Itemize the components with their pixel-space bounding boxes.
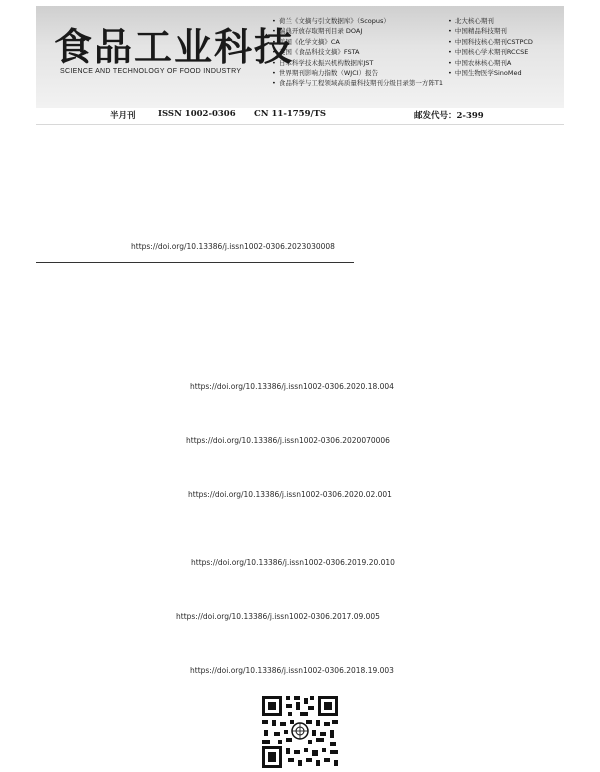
index-item: • 北大核心期刊 [448,16,533,26]
reference-doi-link[interactable]: https://doi.org/10.13386/j.issn1002-0306.2020.18.004 [190,382,394,391]
publication-info [36,109,564,123]
qr-code-icon [260,694,340,768]
index-item: • 中国农林核心期刊A [448,58,533,68]
index-item: • 日本科学技术振兴机构数据库JST [272,58,443,68]
journal-title-english: SCIENCE AND TECHNOLOGY OF FOOD INDUSTRY [60,68,242,75]
index-item: • 中国精品科技期刊 [448,26,533,36]
journal-header [36,6,564,108]
issn: ISSN 1002-0306 [158,109,236,119]
index-item: • 荷兰《文摘与引文数据库》（Scopus） [272,16,443,26]
reference-doi-link[interactable]: https://doi.org/10.13386/j.issn1002-0306.2018.19.003 [190,666,394,675]
index-item: • 瑞典开放存取期刊目录 DOAJ [272,26,443,36]
article-doi-link[interactable]: https://doi.org/10.13386/j.issn1002-0306.2023030008 [131,242,335,251]
index-item: • 美国《化学文摘》CA [272,37,443,47]
doi-divider [36,262,354,263]
index-list-right [448,16,533,78]
reference-doi-link[interactable]: https://doi.org/10.13386/j.issn1002-0306.2017.09.005 [176,612,380,621]
reference-doi-link[interactable]: https://doi.org/10.13386/j.issn1002-0306.2020.02.001 [188,490,392,499]
journal-title: 食品工业科技 [54,24,295,69]
index-item: • 英国《食品科技文摘》FSTA [272,47,443,57]
reference-doi-link[interactable]: https://doi.org/10.13386/j.issn1002-0306.2020070006 [186,436,390,445]
index-item: • 世界期刊影响力指数（WJCI）报告 [272,68,443,78]
index-item: • 中国核心学术期刊RCCSE [448,47,533,57]
cn-number: CN 11-1759/TS [254,109,327,119]
index-item: • 食品科学与工程领域高质量科技期刊分级目录第一方阵T1 [272,78,443,88]
publication-frequency: 半月刊 [110,111,136,121]
index-item: • 中国生物医学SinoMed [448,68,533,78]
header-divider [36,124,564,125]
index-list-left [272,16,443,89]
reference-doi-link[interactable]: https://doi.org/10.13386/j.issn1002-0306.2019.20.010 [191,558,395,567]
postal-code: 邮发代号：2-399 [414,111,484,121]
index-item: • 中国科技核心期刊CSTPCD [448,37,533,47]
